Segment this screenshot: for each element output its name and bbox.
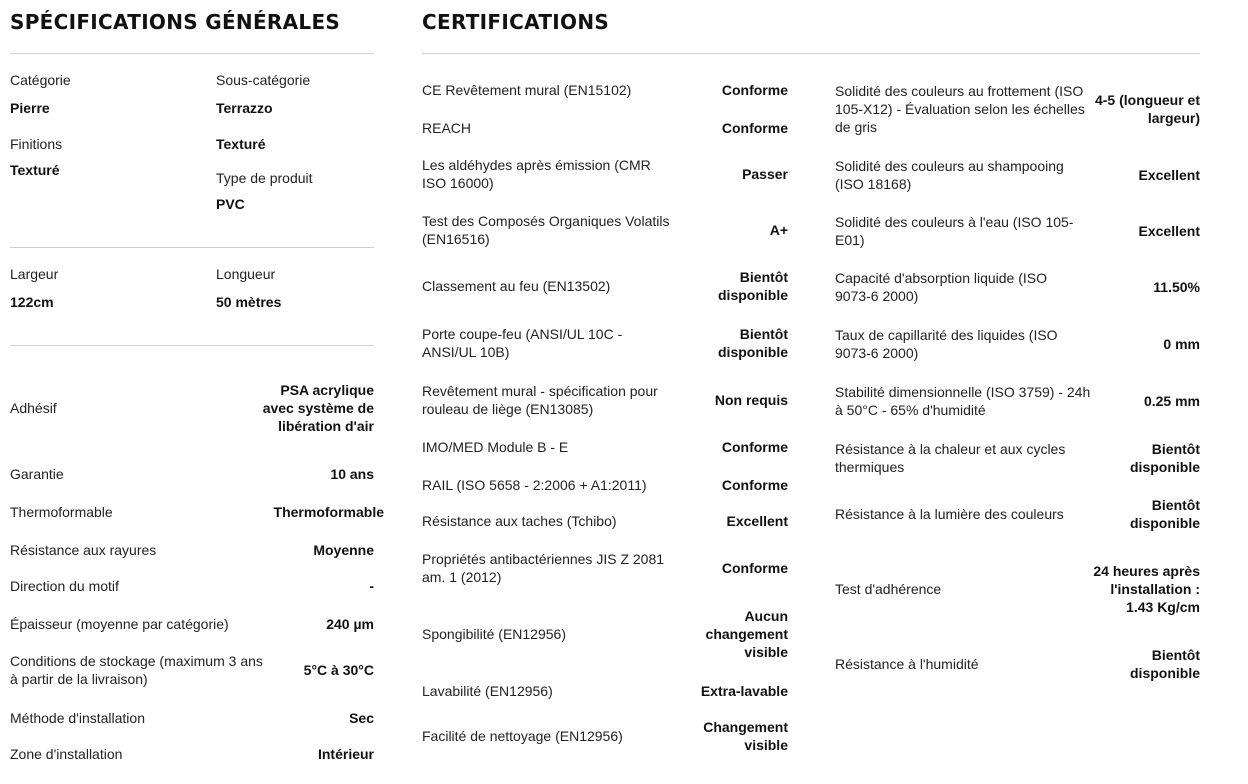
cert-value: Passer	[742, 166, 788, 182]
cert-label: REACH	[422, 120, 472, 136]
cert-value: 0.25 mm	[1143, 393, 1200, 409]
cert-value: Excellent	[1138, 223, 1200, 239]
divider	[422, 53, 1200, 54]
cert-value: 24 heures après l'installation : 1.43 Kg/cm	[1093, 563, 1200, 615]
cert-value: 4-5 (longueur et largeur)	[1094, 92, 1200, 126]
spec-row	[10, 540, 374, 560]
spec-value: 122cm	[10, 294, 54, 310]
cert-label: Porte coupe-feu (ANSI/UL 10C - ANSI/UL 10B)	[422, 326, 623, 360]
spec-row-value: Sec	[349, 710, 374, 726]
spec-row-label: Méthode d'installation	[10, 710, 145, 726]
spec-subcategory	[216, 71, 376, 117]
cert-row	[422, 605, 788, 663]
spec-row-label: Épaisseur (moyenne par catégorie)	[10, 616, 229, 632]
cert-row	[422, 475, 788, 495]
cert-value: Bientôt disponible	[1130, 441, 1200, 475]
cert-row	[835, 156, 1200, 194]
cert-row	[422, 80, 788, 100]
cert-row	[835, 212, 1200, 250]
cert-label: Résistance à la chaleur et aux cycles thermiques	[835, 441, 1066, 475]
cert-label: Solidité des couleurs à l'eau (ISO 105-E01)	[835, 214, 1074, 248]
cert-label: Solidité des couleurs au shampooing (ISO 18168)	[835, 158, 1064, 192]
cert-row	[835, 439, 1200, 477]
spec-row	[10, 614, 374, 634]
spec-finishes	[10, 135, 200, 179]
cert-row	[835, 645, 1200, 683]
cert-label: Propriétés antibactériennes JIS Z 2081 am. 1 (2012)	[422, 551, 665, 585]
cert-label: Spongibilité (EN12956)	[422, 626, 566, 642]
cert-value: Bientôt disponible	[718, 326, 788, 360]
cert-label: Revêtement mural - spécification pour rouleau de liège (EN13085)	[422, 383, 658, 417]
spec-row-value: -	[369, 578, 374, 594]
cert-row	[835, 268, 1200, 306]
spec-category	[10, 71, 200, 117]
cert-value: Changement visible	[703, 719, 788, 753]
spec-row	[10, 744, 374, 764]
spec-row-label: Adhésif	[10, 400, 57, 416]
cert-label: Résistance aux taches (Tchibo)	[422, 513, 617, 529]
cert-value: A+	[769, 222, 788, 238]
cert-row	[422, 717, 788, 755]
cert-row	[422, 511, 788, 531]
cert-label: Capacité d'absorption liquide (ISO 9073-6 2000)	[835, 270, 1048, 304]
cert-row	[835, 551, 1200, 627]
cert-value: 0 mm	[1163, 336, 1200, 352]
spec-row	[10, 651, 374, 689]
cert-label: CE Revêtement mural (EN15102)	[422, 82, 632, 98]
cert-row	[422, 155, 788, 193]
cert-value: Extra-lavable	[700, 683, 788, 699]
cert-row	[835, 382, 1200, 420]
spec-product-type	[216, 169, 376, 213]
general-specs-title: SPÉCIFICATIONS GÉNÉRALES	[10, 10, 341, 34]
spec-row	[10, 576, 374, 596]
cert-value: Conforme	[721, 439, 788, 455]
cert-value: Bientôt disponible	[718, 269, 788, 303]
spec-row-label: Zone d'installation	[10, 746, 123, 762]
cert-label: RAIL (ISO 5658 - 2:2006 + A1:2011)	[422, 477, 647, 493]
spec-row	[10, 370, 374, 446]
certifications-title: CERTIFICATIONS	[422, 10, 610, 34]
spec-label: Catégorie	[10, 72, 71, 88]
spec-row	[10, 464, 374, 484]
spec-row-value: Thermoformable	[273, 504, 384, 520]
cert-row	[422, 548, 788, 588]
cert-value: Non requis	[714, 392, 788, 408]
spec-row-value: Moyenne	[313, 542, 374, 558]
cert-label: Stabilité dimensionnelle (ISO 3759) - 24h à 50°C - 65% d'humidité	[835, 384, 1091, 418]
spec-value: Texturé	[10, 162, 60, 178]
spec-finishes-value-2: Texturé	[216, 136, 266, 152]
spec-value: 50 mètres	[216, 294, 282, 310]
spec-row-label: Direction du motif	[10, 578, 119, 594]
spec-row-value: 240 µm	[326, 616, 374, 632]
spec-label: Longueur	[216, 266, 276, 282]
spec-row-label: Résistance aux rayures	[10, 542, 157, 558]
spec-row	[10, 502, 384, 522]
spec-label: Largeur	[10, 266, 59, 282]
spec-width	[10, 265, 200, 311]
spec-value: PVC	[216, 196, 245, 212]
cert-row	[422, 118, 788, 138]
spec-label: Sous-catégorie	[216, 72, 311, 88]
cert-value: Bientôt disponible	[1130, 497, 1200, 531]
cert-value: Excellent	[1138, 167, 1200, 183]
cert-value: Conforme	[721, 560, 788, 576]
spec-row-label: Garantie	[10, 466, 64, 482]
spec-label: Finitions	[10, 136, 63, 152]
cert-label: Lavabilité (EN12956)	[422, 683, 553, 699]
cert-row	[835, 495, 1200, 533]
cert-label: Résistance à l'humidité	[835, 656, 979, 672]
divider	[10, 247, 374, 248]
cert-label: IMO/MED Module B - E	[422, 439, 569, 455]
spec-value: Pierre	[10, 100, 50, 116]
cert-row	[422, 381, 788, 419]
cert-value: Conforme	[721, 120, 788, 136]
spec-row-value: 5°C à 30°C	[303, 662, 374, 678]
cert-label: Solidité des couleurs au frottement (ISO 105-X12) - Évaluation selon les échelles de gris	[835, 83, 1085, 135]
spec-length	[216, 265, 376, 311]
cert-label: Facilité de nettoyage (EN12956)	[422, 728, 623, 744]
cert-value: Bientôt disponible	[1130, 647, 1200, 681]
cert-row	[422, 267, 788, 305]
spec-row	[10, 708, 374, 728]
cert-row	[422, 324, 788, 362]
cert-row	[835, 81, 1200, 137]
spec-row-value: Intérieur	[317, 746, 374, 762]
cert-label: Test d'adhérence	[835, 581, 942, 597]
spec-label: Type de produit	[216, 170, 313, 186]
cert-label: Classement au feu (EN13502)	[422, 278, 611, 294]
cert-value: Conforme	[721, 477, 788, 493]
cert-value: Excellent	[726, 513, 788, 529]
cert-label: Les aldéhydes après émission (CMR ISO 16000)	[422, 157, 651, 191]
cert-label: Test des Composés Organiques Volatils (EN16516)	[422, 213, 670, 247]
cert-row	[422, 211, 788, 249]
cert-row	[835, 325, 1200, 363]
cert-label: Taux de capillarité des liquides (ISO 9073-6 2000)	[835, 327, 1058, 361]
cert-label: Résistance à la lumière des couleurs	[835, 506, 1064, 522]
spec-row-value: 10 ans	[330, 466, 374, 482]
spec-value: Terrazzo	[216, 100, 273, 116]
divider	[10, 345, 374, 346]
spec-row-label: Thermoformable	[10, 504, 113, 520]
cert-row	[422, 681, 788, 701]
cert-row	[422, 437, 788, 457]
cert-value: 11.50%	[1153, 279, 1200, 295]
spec-row-value: PSA acrylique avec système de libération d'air	[262, 382, 374, 434]
cert-value: Aucun changement visible	[705, 608, 788, 660]
spec-row-label: Conditions de stockage (maximum 3 ans à partir de la livraison)	[10, 653, 263, 687]
divider	[10, 53, 374, 54]
cert-value: Conforme	[721, 82, 788, 98]
